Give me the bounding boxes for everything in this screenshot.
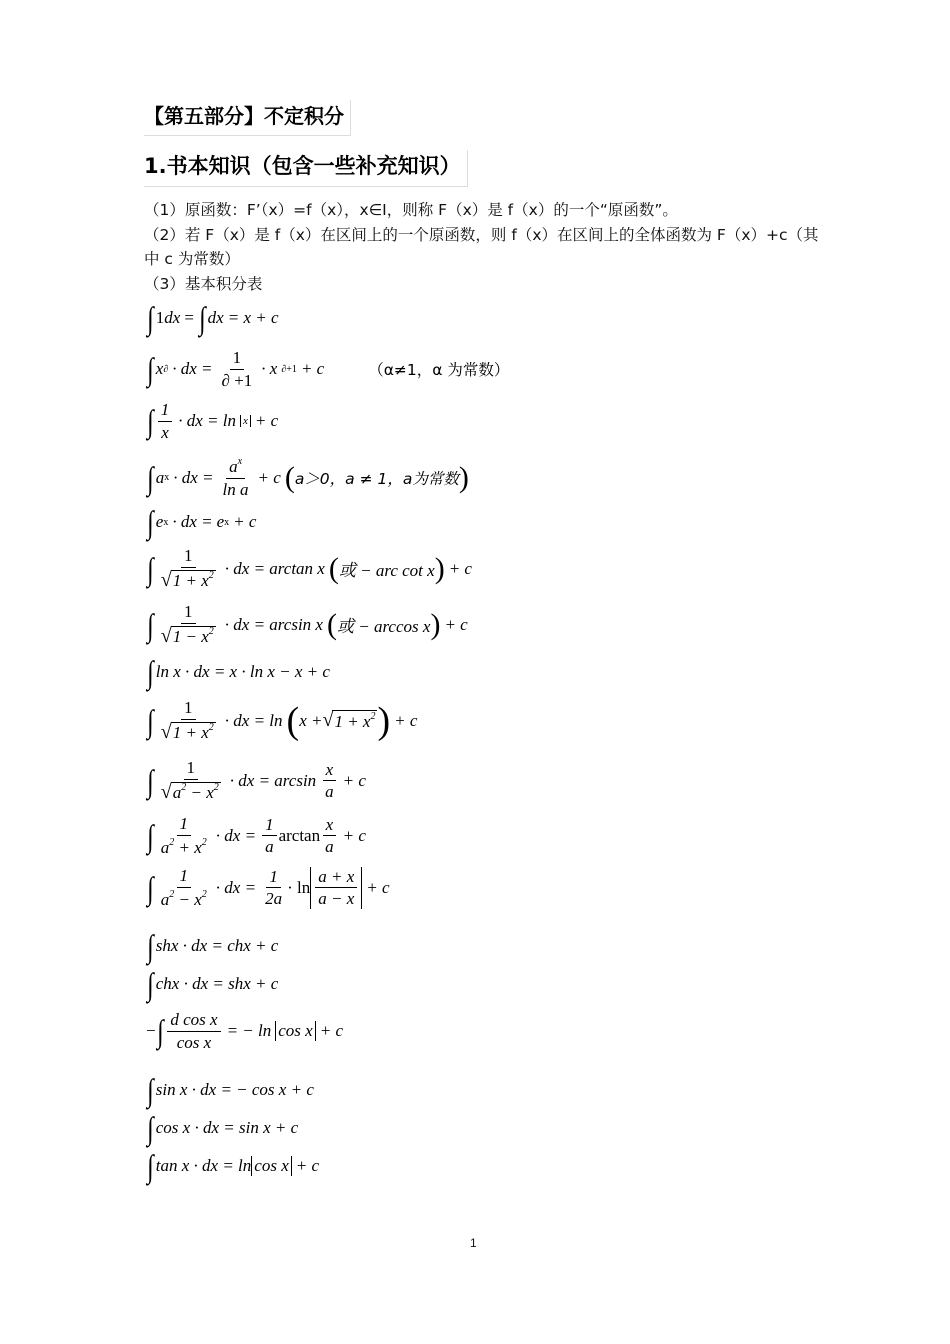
fraction-denominator: ∂ +1: [221, 370, 253, 390]
fraction-numerator: 1: [262, 815, 277, 837]
integral-sign: ∫: [147, 966, 154, 1002]
integral-sign: ∫: [147, 550, 154, 587]
integral-sign: ∫: [147, 654, 154, 690]
formula-text: + x: [174, 837, 202, 857]
paren-open: (: [286, 699, 300, 742]
formula-tan: [146, 1150, 323, 1182]
formula-condition: a＞0，a ≠ 1，a为常数: [294, 469, 459, 488]
formula-text: · dx = arcsin: [229, 770, 317, 790]
radicand: [171, 570, 216, 590]
formula-text: + c: [233, 512, 257, 531]
fraction-denominator: [158, 624, 219, 648]
integral-sign: ∫: [147, 702, 154, 739]
formula-text: · dx =: [215, 877, 257, 897]
formula-text: − x: [174, 889, 202, 909]
fraction-numerator: 1: [181, 546, 196, 568]
formula-arcsin-a: [146, 758, 370, 804]
formula-text: = x + c: [227, 308, 279, 327]
formula-text: · x: [261, 359, 278, 379]
fraction-denominator: [158, 720, 219, 744]
fraction-numerator: 1: [158, 400, 173, 422]
formula-exponent: x: [237, 456, 243, 467]
fraction: [158, 698, 219, 744]
formula-text: · ln: [287, 877, 311, 897]
formula-text: + c: [342, 825, 366, 845]
formula-natural-exp: [146, 506, 260, 538]
fraction-denominator: [158, 568, 219, 592]
formula-text: · dx = ln: [178, 411, 237, 431]
paren-open: (: [326, 607, 337, 641]
formula-text: + c: [254, 411, 279, 431]
fraction-numerator: 1: [266, 867, 281, 889]
integral-sign: ∫: [147, 1072, 154, 1108]
formula-text: 1 − x: [172, 626, 209, 646]
formula-text: sin x · dx = − cos x + c: [155, 1080, 314, 1099]
fraction: [220, 456, 252, 499]
formula-constant: [146, 302, 283, 334]
formula-text: · dx = arcsin x: [224, 614, 323, 634]
formula-sin: [146, 1074, 314, 1106]
paragraph-antiderivative: （1）原函数：F’（x）=f（x），x∈I，则称 F（x）是 f（x）的一个“原函数”。: [144, 201, 678, 219]
formula-text: shx · dx = chx + c: [155, 936, 279, 955]
fraction-numerator: 1: [184, 758, 199, 780]
intro-paragraphs: [144, 198, 824, 296]
formula-text: − x: [186, 782, 214, 802]
fraction: [158, 602, 219, 648]
integral-sign: ∫: [147, 606, 154, 643]
fraction-denominator: a − x: [318, 889, 355, 909]
formula-text: · dx = ln: [224, 710, 283, 730]
formula-text: a: [160, 889, 170, 909]
radicand: [332, 710, 377, 732]
integral-sign: ∫: [147, 351, 154, 388]
integral-sign: ∫: [147, 928, 154, 964]
formula-text: a: [155, 467, 165, 487]
formula-exponent: 2: [208, 721, 214, 733]
formula-text: + c: [295, 1156, 320, 1175]
formula-text: + c: [394, 710, 418, 730]
formula-text: 1 + x: [172, 722, 209, 742]
formula-text: + c: [448, 558, 472, 578]
formula-dcos: [146, 1010, 347, 1052]
radical-sign: √: [160, 780, 172, 803]
fraction: [158, 546, 219, 592]
integral-sign: ∫: [147, 1110, 154, 1146]
formula-text: x: [155, 359, 164, 379]
absolute-value: x: [240, 415, 251, 427]
formula-exponent: 2: [169, 836, 175, 848]
paren-close: ): [430, 607, 441, 641]
paragraph-general-antiderivative: （2）若 F（x）是 f（x）在区间上的一个原函数，则 f（x）在区间上的全体函数为 F（x）+c（其中 c 为常数）: [144, 225, 819, 269]
formula-text: 1: [155, 308, 165, 327]
radicand: [171, 722, 216, 742]
formula-cosh: [146, 968, 278, 1000]
formula-text: e: [155, 512, 164, 531]
fraction-denominator: [158, 780, 224, 804]
formula-text: · dx =: [215, 825, 257, 845]
paragraph-integral-table: （3）基本积分表: [144, 274, 263, 293]
formula-arctan: [146, 546, 476, 592]
formula-text: · dx =: [172, 359, 213, 379]
formula-text: + c: [342, 770, 366, 790]
formula-exponent: 2: [208, 625, 214, 637]
integral-sign: ∫: [156, 1013, 164, 1050]
formula-text: chx · dx = shx + c: [155, 974, 279, 993]
formula-text: tan x · dx = ln: [155, 1156, 252, 1175]
paren-open: (: [328, 551, 339, 585]
formula-text: dx: [207, 308, 224, 327]
formula-text: + c: [444, 614, 468, 634]
formula-power: [146, 348, 509, 390]
fraction-denominator: cos x: [176, 1032, 212, 1052]
integral-sign: ∫: [147, 1148, 154, 1184]
formula-exponent: 2: [181, 781, 187, 793]
formula-reciprocal: [146, 400, 282, 442]
formula-text: + c: [257, 467, 281, 487]
formula-text: 1 + x: [172, 570, 209, 590]
formula-exponent: ∂+1: [281, 363, 297, 375]
fraction-numerator: 1: [181, 602, 196, 624]
absolute-value: [310, 867, 362, 909]
formula-alternative: 或 − arccos x: [336, 617, 431, 637]
fraction-numerator: 1: [177, 814, 192, 836]
section-heading: 1.书本知识（包含一些补充知识）: [144, 150, 468, 187]
formula-exponent: 2: [201, 836, 207, 848]
fraction-numerator: x: [323, 760, 337, 782]
fraction-numerator: d cos x: [167, 1010, 220, 1032]
formula-cos: [146, 1112, 298, 1144]
formula-text: arctan: [278, 825, 321, 845]
fraction: [315, 867, 357, 909]
fraction-numerator: 1: [181, 698, 196, 720]
integral-sign: ∫: [199, 300, 206, 336]
fraction-denominator: [158, 836, 210, 858]
radical-sign: √: [160, 568, 172, 591]
fraction: [167, 1010, 220, 1052]
formula-text: a: [172, 782, 182, 802]
formula-exponential: [146, 456, 469, 499]
fraction: [158, 866, 210, 909]
formula-text: + c: [300, 359, 325, 379]
formula-text: dx: [164, 308, 181, 327]
radicand: [171, 626, 216, 646]
fraction-numerator: a + x: [315, 867, 357, 889]
formula-text: e: [216, 512, 225, 531]
formula-arcsin: [146, 602, 472, 648]
fraction: [322, 760, 337, 802]
part-heading: 【第五部分】不定积分: [144, 100, 351, 136]
radical-sign: √: [160, 624, 172, 647]
integral-sign: ∫: [147, 504, 154, 540]
formula-condition: （α≠1，α 为常数）: [368, 361, 510, 380]
integral-sign: ∫: [147, 300, 154, 336]
formula-text: · dx =: [173, 467, 214, 487]
formula-text: a: [160, 837, 170, 857]
fraction-denominator: 2a: [265, 889, 283, 909]
formula-exponent: x: [163, 516, 169, 528]
formula-exponent: 2: [169, 888, 175, 900]
formula-text: · dx =: [172, 512, 213, 531]
fraction-numerator: x: [323, 815, 337, 837]
formula-ln: [146, 656, 330, 688]
fraction-numerator: 1: [177, 866, 192, 888]
integral-sign: ∫: [147, 869, 154, 906]
fraction-denominator: a: [325, 837, 334, 857]
formula-text: + c: [319, 1021, 343, 1041]
fraction-denominator: x: [161, 422, 169, 442]
formula-arctan-a: [146, 814, 370, 857]
absolute-value: cos x: [251, 1156, 291, 1176]
formula-exponent: 2: [201, 888, 207, 900]
absolute-value: cos x: [275, 1021, 315, 1041]
fraction: [158, 758, 224, 804]
formula-text: ln x · dx = x · ln x − x + c: [155, 662, 330, 681]
integral-sign: ∫: [147, 762, 154, 799]
radical-sign: √: [160, 720, 172, 743]
formula-text: = − ln: [226, 1021, 272, 1041]
formula-text: x +: [299, 710, 323, 730]
fraction-numerator: [226, 456, 245, 479]
page-number: 1: [470, 1236, 477, 1250]
formula-exponent: 2: [208, 569, 214, 581]
fraction: [158, 400, 173, 442]
fraction-denominator: a: [265, 837, 274, 857]
formula-text: · dx = arctan x: [224, 558, 325, 578]
formula-text: −: [146, 1021, 156, 1041]
paren-close: ): [377, 699, 391, 742]
fraction: [158, 814, 210, 857]
fraction-denominator: [158, 888, 210, 910]
paren-close: ): [434, 551, 445, 585]
formula-exponent: 2: [213, 781, 219, 793]
paren-open: (: [284, 460, 295, 494]
formula-exponent: x: [224, 516, 230, 528]
formula-ln-ratio: [146, 866, 394, 909]
formula-arsinh: [146, 698, 421, 744]
fraction-numerator: 1: [230, 348, 245, 370]
radicand: [171, 782, 221, 802]
formula-text: + c: [366, 877, 390, 897]
formula-text: cos x · dx = sin x + c: [155, 1118, 299, 1137]
formula-exponent: 2: [370, 710, 376, 722]
formula-exponent: ∂: [163, 363, 169, 375]
formula-sinh: [146, 930, 278, 962]
formula-text: =: [184, 308, 194, 327]
fraction: [219, 348, 256, 390]
formula-alternative: 或 − arc cot x: [338, 561, 435, 581]
fraction-denominator: a: [325, 782, 334, 802]
fraction: [262, 867, 285, 909]
fraction: [322, 815, 337, 857]
formula-exponent: x: [164, 472, 170, 484]
radical-sign: √: [322, 709, 334, 732]
formula-text: 1 + x: [334, 711, 371, 731]
fraction-denominator: ln a: [222, 479, 249, 499]
integral-sign: ∫: [147, 817, 154, 854]
paren-close: ): [458, 460, 469, 494]
integral-sign: ∫: [147, 459, 154, 496]
formula-text: a: [229, 457, 238, 476]
integral-sign: ∫: [147, 403, 154, 440]
fraction: [262, 815, 277, 857]
